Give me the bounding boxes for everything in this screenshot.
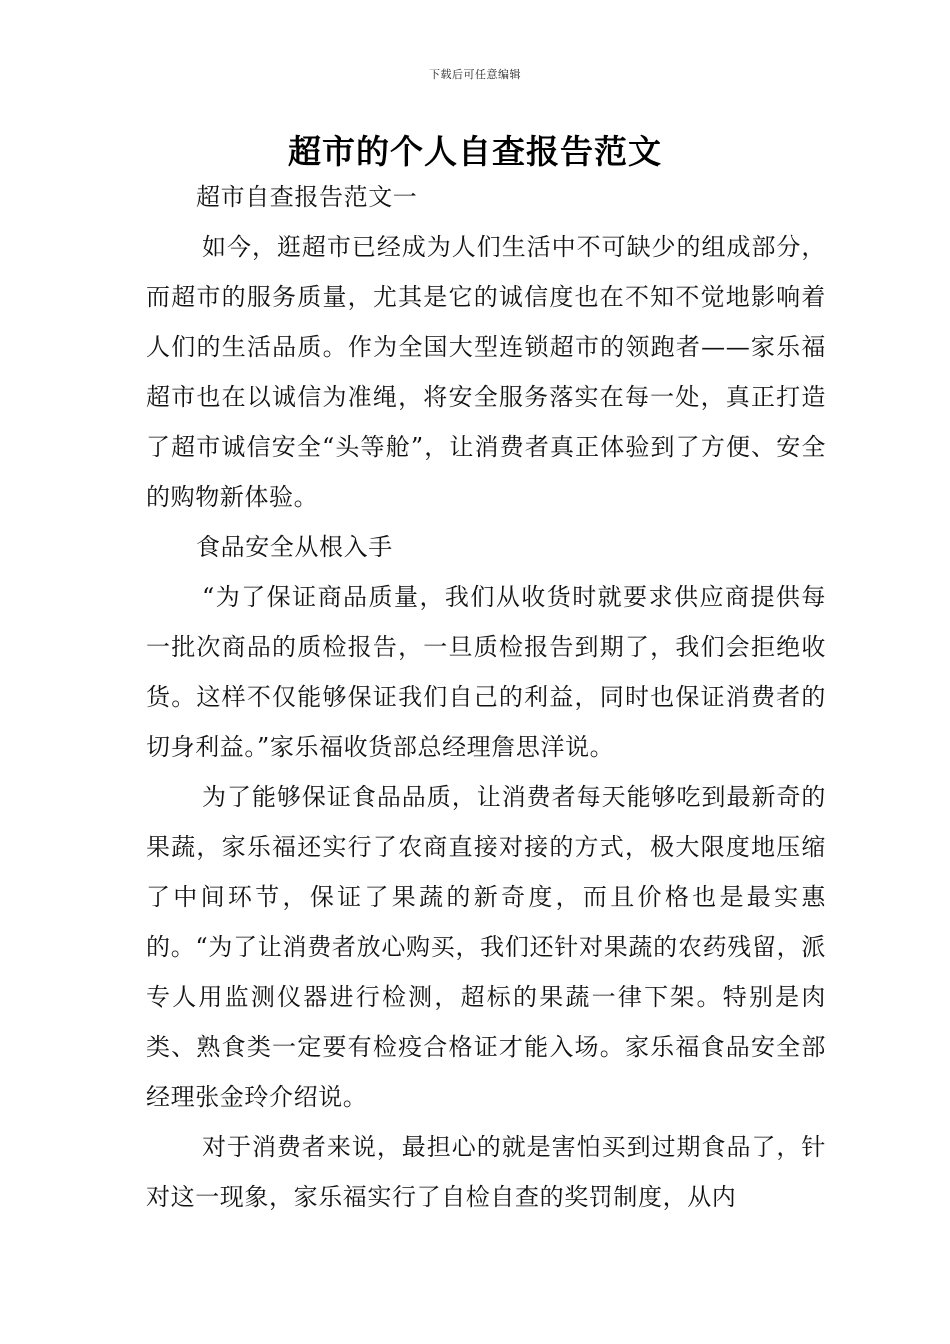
section-heading: 超市自查报告范文一 (196, 183, 418, 211)
paragraph-3: 为了能够保证食品品质，让消费者每天能够吃到最新奇的果蔬，家乐福还实行了农商直接对接的方式，极大限度地压缩了中间环节，保证了果蔬的新奇度，而且价格也是最实惠的。“为了让消费者放心购买，我们还针对果蔬的农药残留，派专人用监测仪器进行检测，超标的果蔬一律下架。特别是肉类、熟食类一定要有检疫合格证才能入场。家乐福食品安全部经理张金玲介绍说。 (146, 783, 826, 1111)
header-note: 下载后可任意编辑 (429, 68, 521, 81)
document-title: 超市的个人自查报告范文 (288, 132, 662, 171)
subheading-food-safety: 食品安全从根入手 (196, 533, 393, 561)
paragraph-2: “为了保证商品质量，我们从收货时就要求供应商提供每一批次商品的质检报告，一旦质检报告到期了，我们会拒绝收货。这样不仅能够保证我们自己的利益，同时也保证消费者的切身利益。”家乐福收货部总经理詹思洋说。 (146, 583, 826, 761)
paragraph-4: 对于消费者来说，最担心的就是害怕买到过期食品了，针对这一现象，家乐福实行了自检自查的奖罚制度，从内 (146, 1133, 826, 1211)
paragraph-1: 如今，逛超市已经成为人们生活中不可缺少的组成部分，而超市的服务质量，尤其是它的诚信度也在不知不觉地影响着人们的生活品质。作为全国大型连锁超市的领跑者——家乐福超市也在以诚信为准绳，将安全服务落实在每一处，真正打造了超市诚信安全“头等舱”，让消费者真正体验到了方便、安全的购物新体验。 (146, 233, 826, 511)
